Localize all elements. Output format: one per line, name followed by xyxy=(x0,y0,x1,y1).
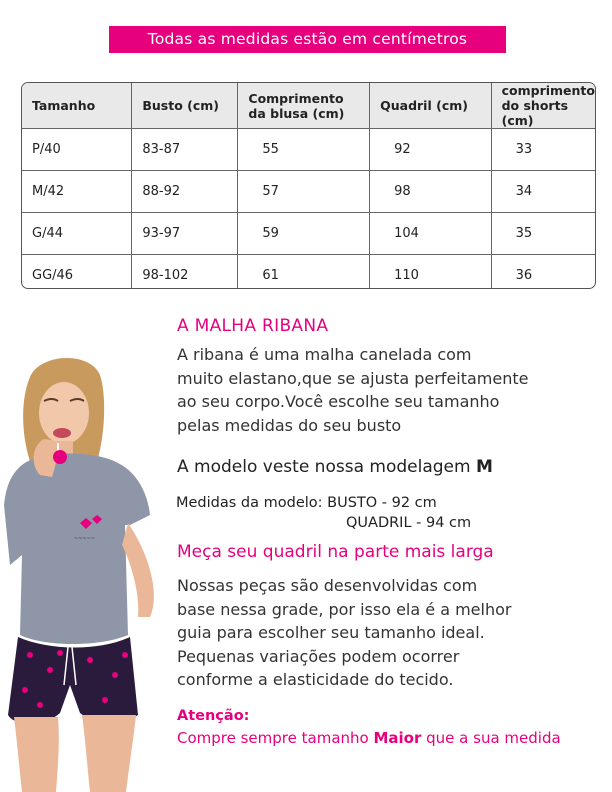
header-busto: Busto (cm) xyxy=(132,83,238,129)
svg-text:~~~~~: ~~~~~ xyxy=(74,536,95,542)
cell-quadril: 104 xyxy=(370,213,492,255)
cell-busto: 98-102 xyxy=(132,255,238,290)
model-photo xyxy=(0,355,172,792)
units-banner: Todas as medidas estão em centímetros xyxy=(109,26,506,53)
header-comprimento-blusa: Comprimento da blusa (cm) xyxy=(238,83,370,129)
cell-size: GG/46 xyxy=(22,255,132,290)
model-size: M xyxy=(475,457,493,477)
cell-busto: 88-92 xyxy=(132,171,238,213)
cell-blusa: 59 xyxy=(238,213,370,255)
quadril-paragraph: Nossas peças são desenvolvidas com base nessa grade, por isso ela é a melhor guia para escolher seu tamanho ideal. Pequenas variações podem ocorrer conforme a elasticidade do tecido. xyxy=(177,576,512,689)
cell-quadril: 92 xyxy=(370,129,492,171)
cell-size: M/42 xyxy=(22,171,132,213)
header-tamanho: Tamanho xyxy=(22,83,132,129)
cell-busto: 93-97 xyxy=(132,213,238,255)
cell-quadril: 98 xyxy=(370,171,492,213)
cell-blusa: 61 xyxy=(238,255,370,290)
table-row xyxy=(22,129,595,171)
ribana-paragraph: A ribana é uma malha canelada com muito elastano,que se ajusta perfeitamente ao seu corpo.Você escolhe seu tamanho pelas medidas do seu busto xyxy=(177,345,529,435)
table-row xyxy=(22,213,595,255)
size-table xyxy=(21,82,596,289)
cell-shorts: 34 xyxy=(491,171,595,213)
table-row xyxy=(22,255,595,290)
model-size-text: A modelo veste nossa modelagem M xyxy=(177,457,493,477)
model-measurements: Medidas da modelo: BUSTO - 92 cm QUADRIL - 94 cm xyxy=(176,495,472,531)
cell-size: P/40 xyxy=(22,129,132,171)
quadril-title: Meça seu quadril na parte mais larga xyxy=(177,542,494,562)
cell-shorts: 35 xyxy=(491,213,595,255)
cell-size: G/44 xyxy=(22,213,132,255)
attention-label: Atenção: xyxy=(177,708,250,724)
cell-busto: 83-87 xyxy=(132,129,238,171)
cell-shorts: 33 xyxy=(491,129,595,171)
header-quadril: Quadril (cm) xyxy=(370,83,492,129)
table-row xyxy=(22,171,595,213)
cell-blusa: 57 xyxy=(238,171,370,213)
attention-text: Compre sempre tamanho Maior que a sua medida xyxy=(177,729,561,747)
cell-blusa: 55 xyxy=(238,129,370,171)
table-header-row xyxy=(22,83,595,129)
cell-shorts: 36 xyxy=(491,255,595,290)
cell-quadril: 110 xyxy=(370,255,492,290)
header-comprimento-shorts: comprimento do shorts (cm) xyxy=(491,83,595,129)
ribana-title: A MALHA RIBANA xyxy=(177,316,329,336)
